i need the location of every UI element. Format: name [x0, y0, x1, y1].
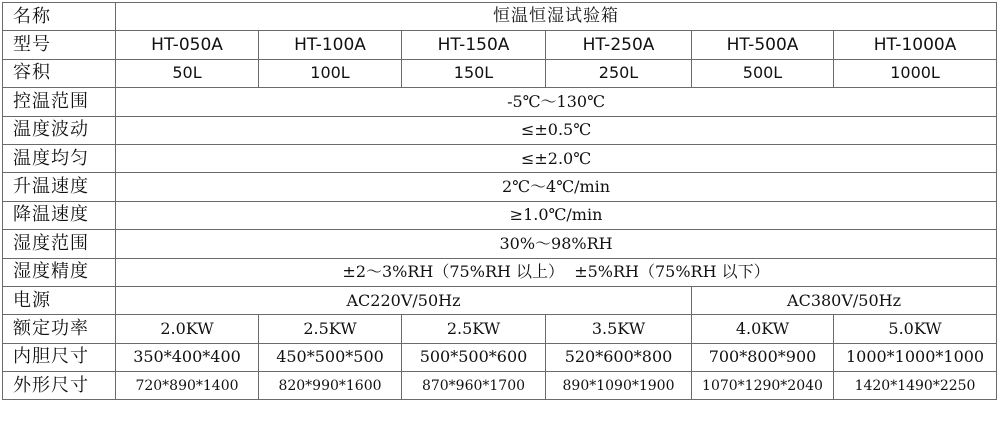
row-cool-rate	[3, 201, 997, 229]
row-label: 名称	[3, 3, 116, 31]
row-label: 湿度精度	[3, 258, 116, 286]
model-cell: HT-1000A	[834, 31, 997, 59]
rated-power-cell: 4.0KW	[692, 315, 834, 343]
rated-power-cell: 2.5KW	[402, 315, 546, 343]
row-temp-fluctuation	[3, 116, 997, 144]
inner-size-cell: 350*400*400	[116, 343, 259, 371]
spec-table	[2, 2, 997, 400]
row-label: 温度均匀	[3, 144, 116, 172]
row-label: 型号	[3, 31, 116, 59]
temp-uniformity-cell: ≤±2.0℃	[116, 144, 997, 172]
inner-size-cell: 520*600*800	[546, 343, 692, 371]
row-name	[3, 3, 997, 31]
rated-power-cell: 3.5KW	[546, 315, 692, 343]
rated-power-cell: 5.0KW	[834, 315, 997, 343]
rated-power-cell: 2.0KW	[116, 315, 259, 343]
capacity-cell: 250L	[546, 59, 692, 87]
capacity-cell: 500L	[692, 59, 834, 87]
outer-size-cell: 720*890*1400	[116, 372, 259, 400]
inner-size-cell: 450*500*500	[259, 343, 402, 371]
humidity-precision-cell: ±2～3%RH（75%RH 以上） ±5%RH（75%RH 以下）	[116, 258, 997, 286]
row-label: 额定功率	[3, 315, 116, 343]
rated-power-cell: 2.5KW	[259, 315, 402, 343]
temp-fluctuation-cell: ≤±0.5℃	[116, 116, 997, 144]
inner-size-cell: 500*500*600	[402, 343, 546, 371]
power-supply-380v-cell: AC380V/50Hz	[692, 286, 997, 314]
model-cell: HT-050A	[116, 31, 259, 59]
outer-size-cell: 820*990*1600	[259, 372, 402, 400]
power-supply-220v-cell: AC220V/50Hz	[116, 286, 692, 314]
row-temp-uniformity	[3, 144, 997, 172]
inner-size-cell: 1000*1000*1000	[834, 343, 997, 371]
heat-rate-cell: 2℃～4℃/min	[116, 173, 997, 201]
row-outer-size	[3, 372, 997, 400]
outer-size-cell: 1420*1490*2250	[834, 372, 997, 400]
humidity-range-cell: 30%～98%RH	[116, 230, 997, 258]
row-label: 内胆尺寸	[3, 343, 116, 371]
model-cell: HT-100A	[259, 31, 402, 59]
row-heat-rate	[3, 173, 997, 201]
capacity-cell: 50L	[116, 59, 259, 87]
product-name-cell: 恒温恒湿试验箱	[116, 3, 997, 31]
outer-size-cell: 870*960*1700	[402, 372, 546, 400]
row-power-supply	[3, 286, 997, 314]
temp-range-cell: -5℃～130℃	[116, 88, 997, 116]
row-humidity-precision	[3, 258, 997, 286]
row-temp-range	[3, 88, 997, 116]
row-label: 温度波动	[3, 116, 116, 144]
row-rated-power	[3, 315, 997, 343]
model-cell: HT-500A	[692, 31, 834, 59]
row-capacity	[3, 59, 997, 87]
row-inner-size	[3, 343, 997, 371]
row-humidity-range	[3, 230, 997, 258]
row-label: 控温范围	[3, 88, 116, 116]
inner-size-cell: 700*800*900	[692, 343, 834, 371]
cool-rate-cell: ≥1.0℃/min	[116, 201, 997, 229]
capacity-cell: 100L	[259, 59, 402, 87]
row-label: 电源	[3, 286, 116, 314]
row-label: 外形尺寸	[3, 372, 116, 400]
row-label: 湿度范围	[3, 230, 116, 258]
row-model	[3, 31, 997, 59]
row-label: 容积	[3, 59, 116, 87]
row-label: 升温速度	[3, 173, 116, 201]
model-cell: HT-150A	[402, 31, 546, 59]
outer-size-cell: 890*1090*1900	[546, 372, 692, 400]
model-cell: HT-250A	[546, 31, 692, 59]
capacity-cell: 150L	[402, 59, 546, 87]
row-label: 降温速度	[3, 201, 116, 229]
capacity-cell: 1000L	[834, 59, 997, 87]
outer-size-cell: 1070*1290*2040	[692, 372, 834, 400]
